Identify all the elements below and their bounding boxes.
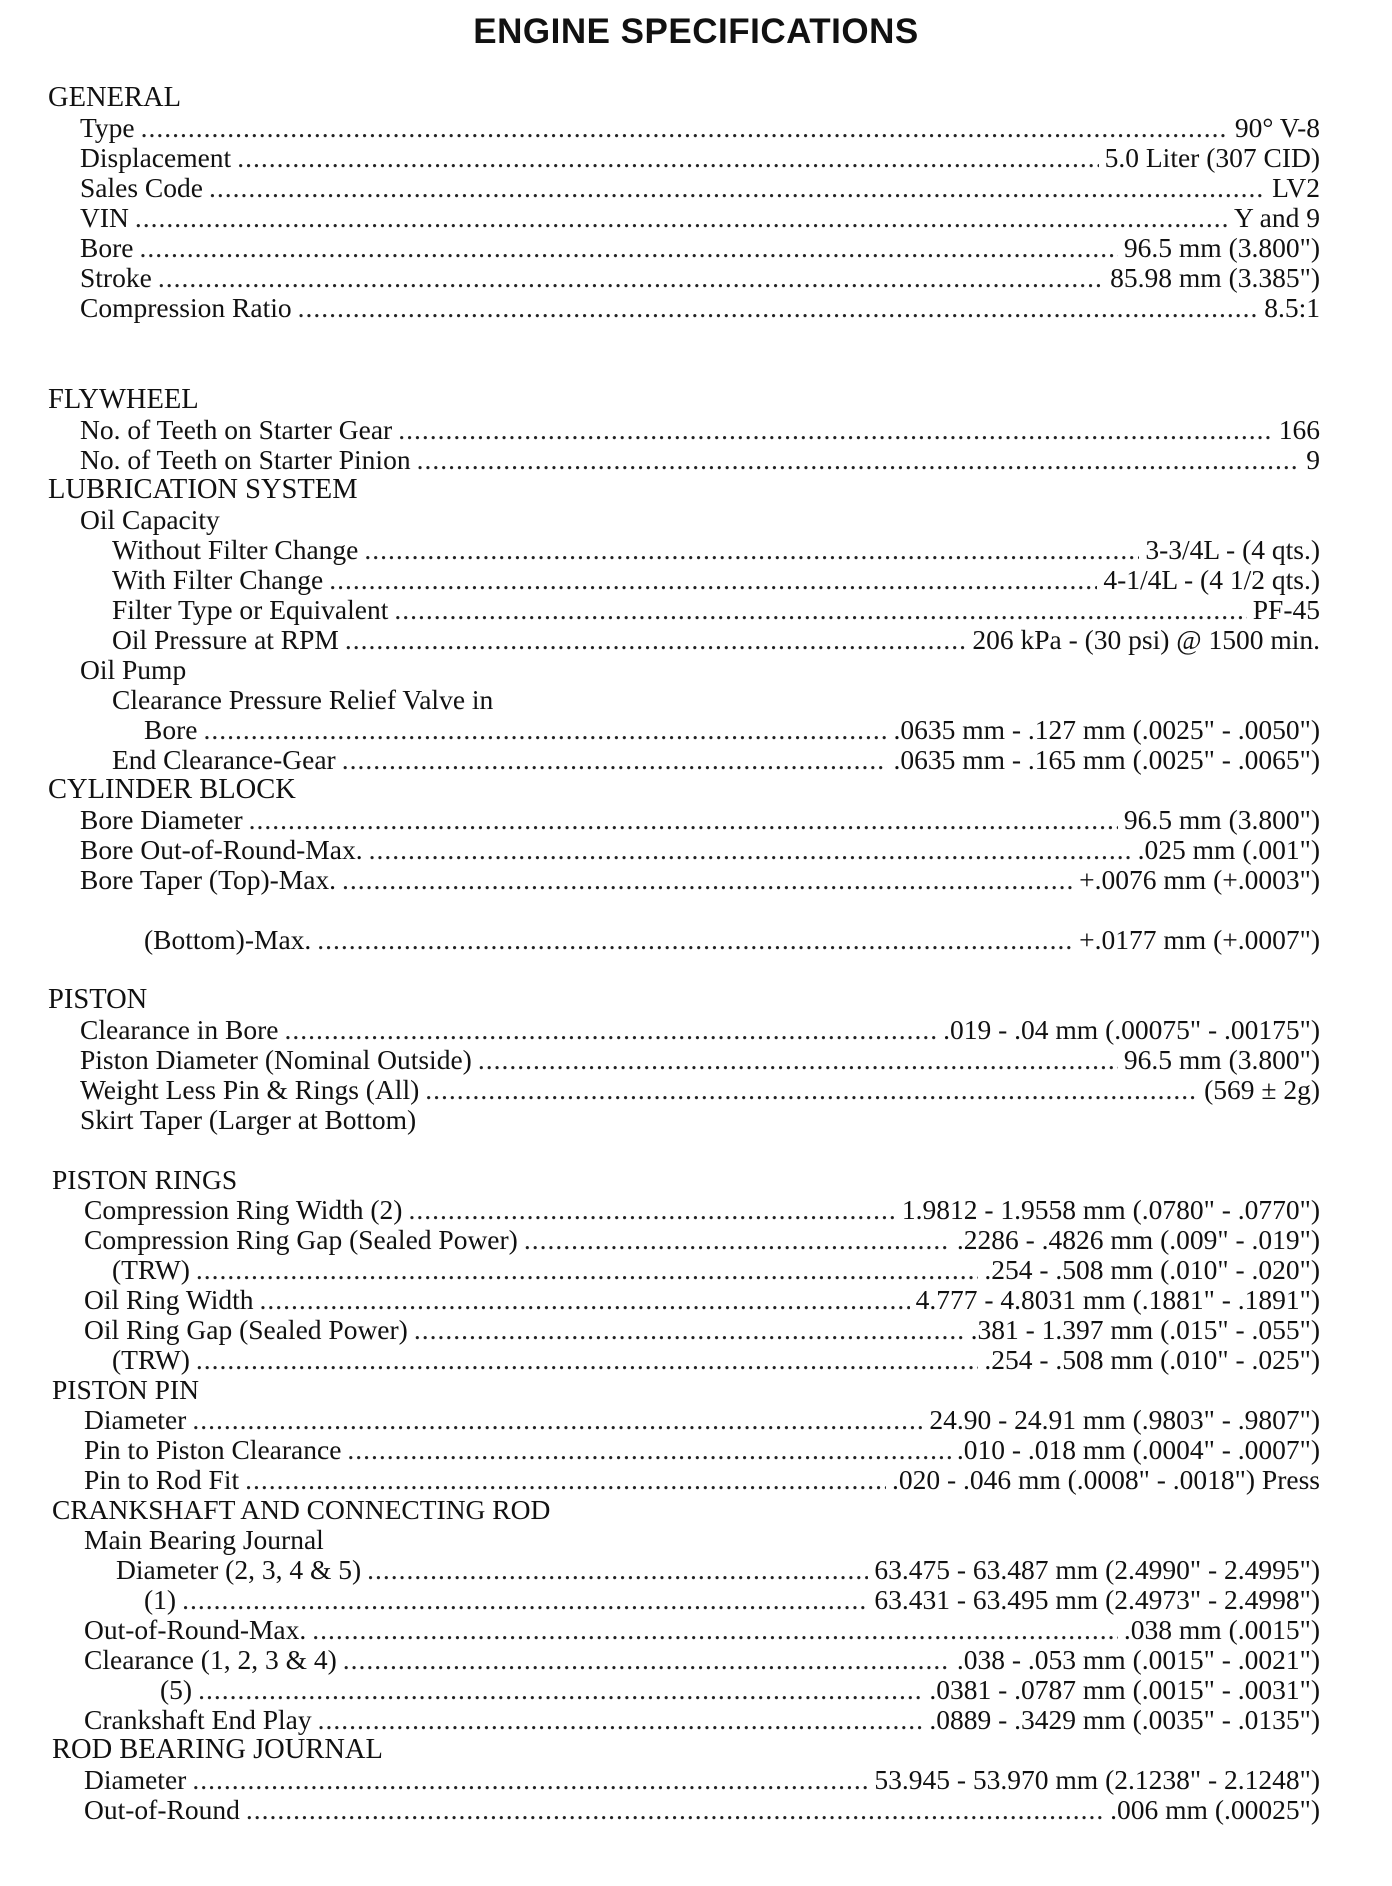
spec-row-main-out-of-round: Out-of-Round-Max. ..... .038 mm (.0015") [0, 1615, 1320, 1645]
spec-row-main-clearance-1234: Clearance (1, 2, 3 & 4) ..... .038 - .053 mm (.0015" - .0021") [0, 1645, 1320, 1675]
subheading-main-bearing-journal: Main Bearing Journal [84, 1524, 324, 1555]
subheading-relief-valve: Clearance Pressure Relief Valve in [112, 684, 494, 715]
spec-row-end-clearance-gear: End Clearance-Gear ..... .0635 mm - .165 mm (.0025" - .0065") [0, 745, 1320, 775]
spec-row-compression-ratio: Compression Ratio ..... 8.5:1 [0, 293, 1320, 323]
spec-row-skirt-taper: Skirt Taper (Larger at Bottom) [80, 1104, 417, 1135]
spec-row-piston-diameter: Piston Diameter (Nominal Outside) ..... 96.5 mm (3.800") [0, 1045, 1320, 1075]
spec-row-oil-ring-gap-trw: (TRW) ..... .254 - .508 mm (.010" - .025") [0, 1345, 1320, 1375]
section-heading-cylinder-block: CYLINDER BLOCK [48, 774, 296, 805]
spec-row-compression-ring-width: Compression Ring Width (2) ..... 1.9812 - 1.9558 mm (.0780" - .0770") [0, 1195, 1320, 1225]
section-heading-general: GENERAL [48, 82, 181, 113]
spec-row-with-filter-change: With Filter Change ..... 4-1/4L - (4 1/2 qts.) [0, 565, 1320, 595]
spec-row-without-filter-change: Without Filter Change ..... 3-3/4L - (4 qts.) [0, 535, 1320, 565]
spec-row-starter-pinion-teeth: No. of Teeth on Starter Pinion ..... 9 [0, 445, 1320, 475]
section-heading-rod-bearing: ROD BEARING JOURNAL [52, 1734, 383, 1765]
spec-row-pin-diameter: Diameter ..... 24.90 - 24.91 mm (.9803" - .9807") [0, 1405, 1320, 1435]
spec-row-filter-type: Filter Type or Equivalent ..... PF-45 [0, 595, 1320, 625]
spec-row-sales-code: Sales Code ..... LV2 [0, 173, 1320, 203]
spec-row-rod-out-of-round: Out-of-Round ..... .006 mm (.00025") [0, 1795, 1320, 1825]
spec-row-crankshaft-end-play: Crankshaft End Play ..... .0889 - .3429 mm (.0035" - .0135") [0, 1705, 1320, 1735]
spec-row-type: Type ..... 90° V-8 [0, 113, 1320, 143]
spec-row-stroke: Stroke ..... 85.98 mm (3.385") [0, 263, 1320, 293]
section-heading-lubrication: LUBRICATION SYSTEM [48, 474, 358, 505]
spec-row-vin: VIN ..... Y and 9 [0, 203, 1320, 233]
spec-row-piston-weight: Weight Less Pin & Rings (All) ..... (569 ± 2g) [0, 1075, 1320, 1105]
spec-row-compression-ring-gap-trw: (TRW) ..... .254 - .508 mm (.010" - .020") [0, 1255, 1320, 1285]
spec-row-bore: Bore ..... 96.5 mm (3.800") [0, 233, 1320, 263]
section-heading-piston: PISTON [48, 984, 148, 1015]
spec-row-oil-ring-gap-sp: Oil Ring Gap (Sealed Power) ..... .381 - 1.397 mm (.015" - .055") [0, 1315, 1320, 1345]
spec-row-pin-to-piston-clearance: Pin to Piston Clearance ..... .010 - .018 mm (.0004" - .0007") [0, 1435, 1320, 1465]
spec-row-displacement: Displacement ..... 5.0 Liter (307 CID) [0, 143, 1320, 173]
section-heading-crankshaft: CRANKSHAFT AND CONNECTING ROD [52, 1494, 551, 1525]
spec-row-bore-diameter: Bore Diameter ..... 96.5 mm (3.800") [0, 805, 1320, 835]
spec-row-relief-valve-bore: Bore ..... .0635 mm - .127 mm (.0025" - .0050") [0, 715, 1320, 745]
spec-row-compression-ring-gap-sp: Compression Ring Gap (Sealed Power) ..... .2286 - .4826 mm (.009" - .019") [0, 1225, 1320, 1255]
spec-row-piston-clearance: Clearance in Bore ..... .019 - .04 mm (.00075" - .00175") [0, 1015, 1320, 1045]
subheading-oil-pump: Oil Pump [80, 654, 187, 685]
spec-row-rod-diameter: Diameter ..... 53.945 - 53.970 mm (2.1238" - 2.1248") [0, 1765, 1320, 1795]
spec-row-bore-taper-top: Bore Taper (Top)-Max. ..... +.0076 mm (+.0003") [0, 865, 1320, 895]
spec-row-oil-pressure: Oil Pressure at RPM ..... 206 kPa - (30 psi) @ 1500 min. [0, 625, 1320, 655]
spec-row-oil-ring-width: Oil Ring Width ..... 4.777 - 4.8031 mm (.1881" - .1891") [0, 1285, 1320, 1315]
section-heading-piston-pin: PISTON PIN [52, 1374, 199, 1405]
page-title: ENGINE SPECIFICATIONS [473, 12, 919, 51]
spec-row-main-clearance-5: (5) ..... .0381 - .0787 mm (.0015" - .0031") [0, 1675, 1320, 1705]
subheading-oil-capacity: Oil Capacity [80, 504, 220, 535]
spec-row-main-diameter-1: (1) ..... 63.431 - 63.495 mm (2.4973" - 2.4998") [0, 1585, 1320, 1615]
section-heading-piston-rings: PISTON RINGS [52, 1164, 238, 1195]
spec-row-pin-to-rod-fit: Pin to Rod Fit ..... .020 - .046 mm (.0008" - .0018") Press [0, 1465, 1320, 1495]
spec-row-bore-taper-bottom: (Bottom)-Max. ..... +.0177 mm (+.0007") [0, 925, 1320, 955]
spec-row-starter-gear-teeth: No. of Teeth on Starter Gear ..... 166 [0, 415, 1320, 445]
spec-row-bore-out-of-round: Bore Out-of-Round-Max. ..... .025 mm (.001") [0, 835, 1320, 865]
section-heading-flywheel: FLYWHEEL [48, 384, 199, 415]
spec-row-main-diameter-2345: Diameter (2, 3, 4 & 5) ..... 63.475 - 63.487 mm (2.4990" - 2.4995") [0, 1555, 1320, 1585]
